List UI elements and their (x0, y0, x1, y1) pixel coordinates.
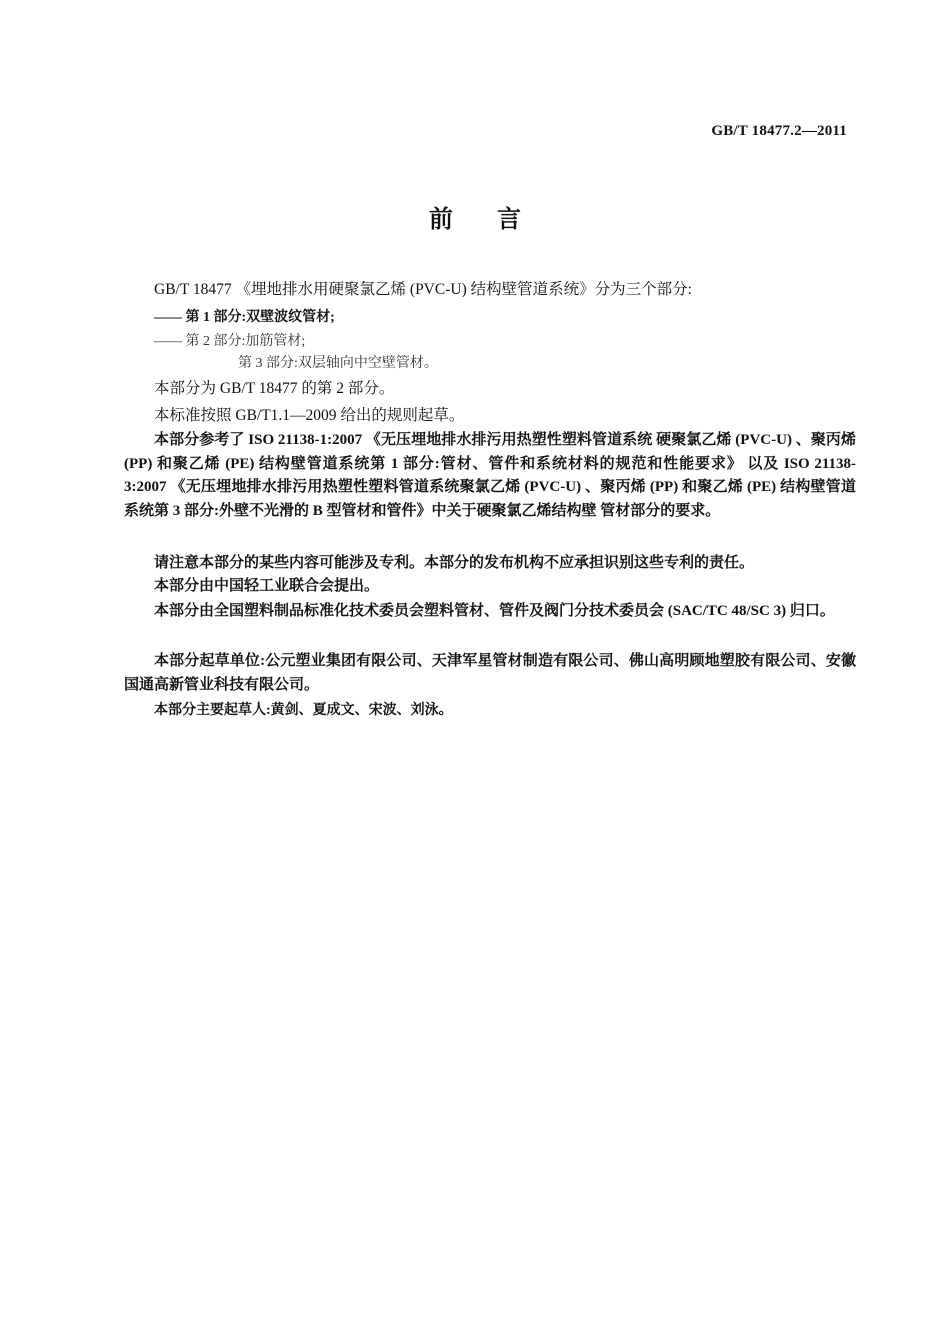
standard-code: GB/T 18477.2—2011 (711, 123, 847, 139)
intro-line: GB/T 18477 《埋地排水用硬聚氯乙烯 (PVC-U) 结构壁管道系统》分为三个部分: (154, 281, 692, 298)
page-title: 前言 (429, 207, 565, 233)
reference-paragraph: 本部分参考了 ISO 21138-1:2007 《无压埋地排水排污用热塑性塑料管道系统 硬聚氯乙烯 (PVC-U) 、聚丙烯 (PP) 和聚乙烯 (PE) 结构壁管道系统第 1 部分:管材、管件和系统材料的规范和性能要求》 以及 ISO 21138-3:2007 《无压埋地排水排污用热塑性塑料管道系统聚氯乙烯 (PVC-U) 、聚丙烯 (PP) 和聚乙烯 (PE) 结构壁管道系统第 3 部分:外壁不光滑的 B 型管材和管件》中关于硬聚氯乙烯结构壁 管材部分的要求。 (124, 432, 856, 519)
proposed-by-paragraph: 本部分由中国轻工业联合会提出。 (154, 578, 380, 594)
this-part-line: 本部分为 GB/T 18477 的第 2 部分。 (154, 380, 395, 397)
committee-paragraph: 本部分由全国塑料制品标准化技术委员会塑料管材、管件及阀门分技术委员会 (SAC/TC 48/SC 3) 归口。 (154, 603, 835, 619)
part-3-line: 第 3 部分:双层轴向中空壁管材。 (238, 356, 438, 371)
drafting-rules-line: 本标准按照 GB/T1.1—2009 给出的规则起草。 (154, 407, 465, 424)
patent-notice-paragraph: 请注意本部分的某些内容可能涉及专利。本部分的发布机构不应承担识别这些专利的责任。 (154, 555, 755, 571)
drafters-paragraph: 本部分主要起草人:黄剑、夏成文、宋波、刘泳。 (154, 703, 453, 718)
part-2-line: —— 第 2 部分:加筋管材; (154, 334, 306, 349)
drafting-units-paragraph: 本部分起草单位:公元塑业集团有限公司、天津军星管材制造有限公司、佛山高明顾地塑胶有限公司、安徽国通高新管业科技有限公司。 (124, 653, 856, 693)
part-1-line: —— 第 1 部分:双壁波纹管材; (154, 310, 335, 325)
